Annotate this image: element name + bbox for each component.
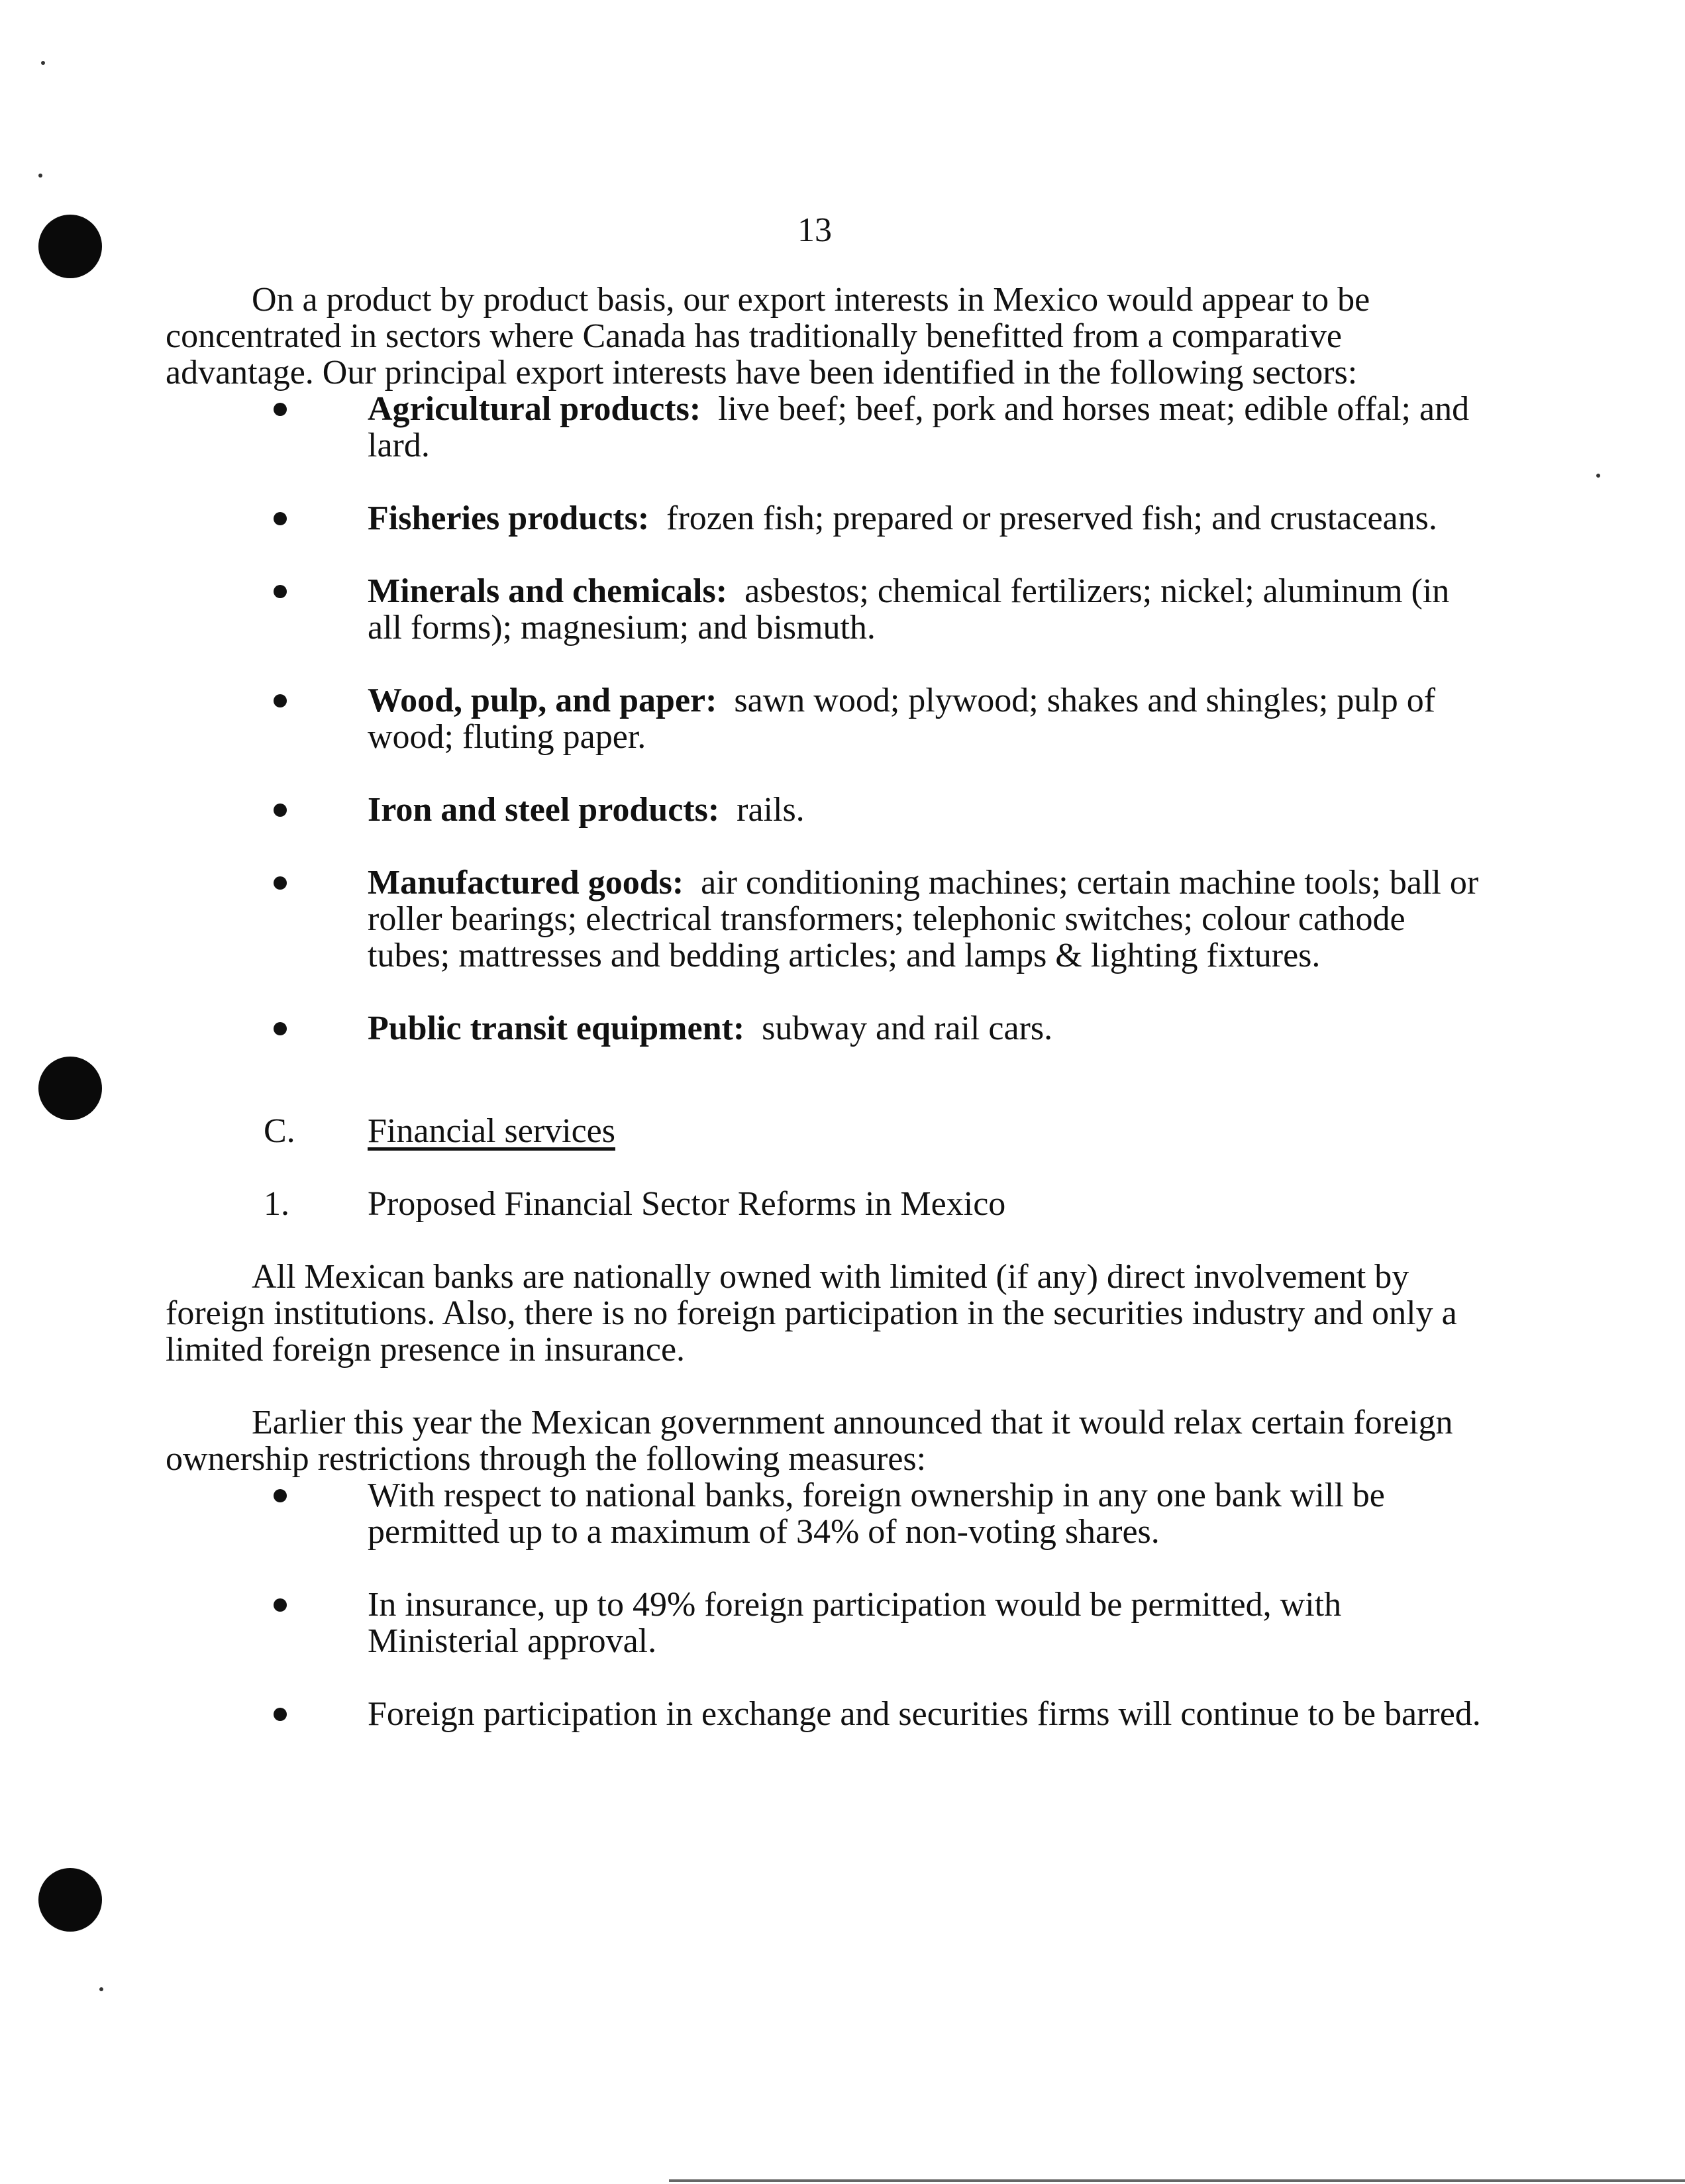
sector-name: Fisheries products: [368,499,650,537]
bullet-icon [274,1598,287,1612]
export-sector-item [166,500,1490,537]
punch-hole-middle [38,1057,102,1120]
sector-name: Iron and steel products: [368,791,720,829]
sector-products: rails. [737,791,805,829]
measure-text: With respect to national banks, foreign ownership in any one bank will be permitted up to a maximum of 34% of non-voting shares. [368,1477,1385,1551]
sector-products: live beef; beef, pork and horses meat; edible offal; and lard. [368,390,1470,464]
bullet-icon [274,403,287,416]
sector-name: Public transit equipment: [368,1010,745,1047]
subsection-marker: 1. [264,1185,289,1223]
measure-item [166,1696,1490,1732]
section-heading [166,1113,1490,1149]
scan-speck [99,1987,103,1991]
measures-list [166,1477,1490,1732]
measure-item [166,1477,1490,1550]
scan-speck [38,174,42,178]
section-title: Financial services [368,1112,615,1150]
punch-hole-bottom [38,1868,102,1932]
sector-name: Agricultural products: [368,390,701,428]
bullet-icon [274,1489,287,1502]
sector-name: Manufactured goods: [368,864,684,902]
export-sector-item [166,682,1490,755]
export-sector-item [166,391,1490,464]
subsection-title: Proposed Financial Sector Reforms in Mexico [368,1185,1006,1223]
measure-text: Foreign participation in exchange and securities firms will continue to be barred. [368,1695,1481,1733]
section-marker: C. [264,1112,295,1150]
bullet-icon [274,804,287,817]
export-sector-item [166,1010,1490,1047]
document-page [166,212,1490,1732]
bullet-icon [274,1708,287,1721]
sector-name: Minerals and chemicals: [368,572,728,610]
scan-speck [1596,474,1600,478]
sector-name: Wood, pulp, and paper: [368,682,717,719]
bullet-icon [274,585,287,598]
sector-products: sawn wood; plywood; shakes and shingles; pulp of wood; fluting paper. [368,682,1436,756]
sector-products: frozen fish; prepared or preserved fish; and crustaceans. [666,499,1437,537]
sector-products: air conditioning machines; certain machine tools; ball or roller bearings; electrical transformers; telephonic switches; colour cathode tubes; mattresses and bedding articles; and lamps & lighting fixtures. [368,864,1479,974]
bullet-icon [274,1022,287,1035]
measures-paragraph: Earlier this year the Mexican government announced that it would relax certain foreign ownership restrictions through the following measures: [166,1404,1453,1478]
scan-speck [41,61,45,65]
punch-hole-top [38,215,102,278]
subsection-heading [166,1186,1490,1222]
page-number: 13 [797,211,832,249]
bullet-icon [274,694,287,707]
export-sectors-list [166,391,1490,1047]
export-sector-item [166,573,1490,646]
sector-products: subway and rail cars. [762,1010,1053,1047]
scan-edge-line [669,2179,1685,2182]
export-sector-item [166,864,1490,974]
sector-products: asbestos; chemical fertilizers; nickel; aluminum (in all forms); magnesium; and bismuth. [368,572,1450,647]
intro-paragraph: On a product by product basis, our export interests in Mexico would appear to be concentrated in sectors where Canada has traditionally benefitted from a comparative advantage. Our principal export interests have been identified in the following sectors: [166,281,1370,391]
measure-item [166,1586,1490,1659]
export-sector-item [166,792,1490,828]
banks-paragraph: All Mexican banks are nationally owned with limited (if any) direct involvement by foreign institutions. Also, there is no foreign participation in the securities industry and only a limited foreign presence in insurance. [166,1258,1457,1369]
measure-text: In insurance, up to 49% foreign participation would be permitted, with Ministerial approval. [368,1586,1342,1660]
bullet-icon [274,876,287,890]
bullet-icon [274,512,287,525]
